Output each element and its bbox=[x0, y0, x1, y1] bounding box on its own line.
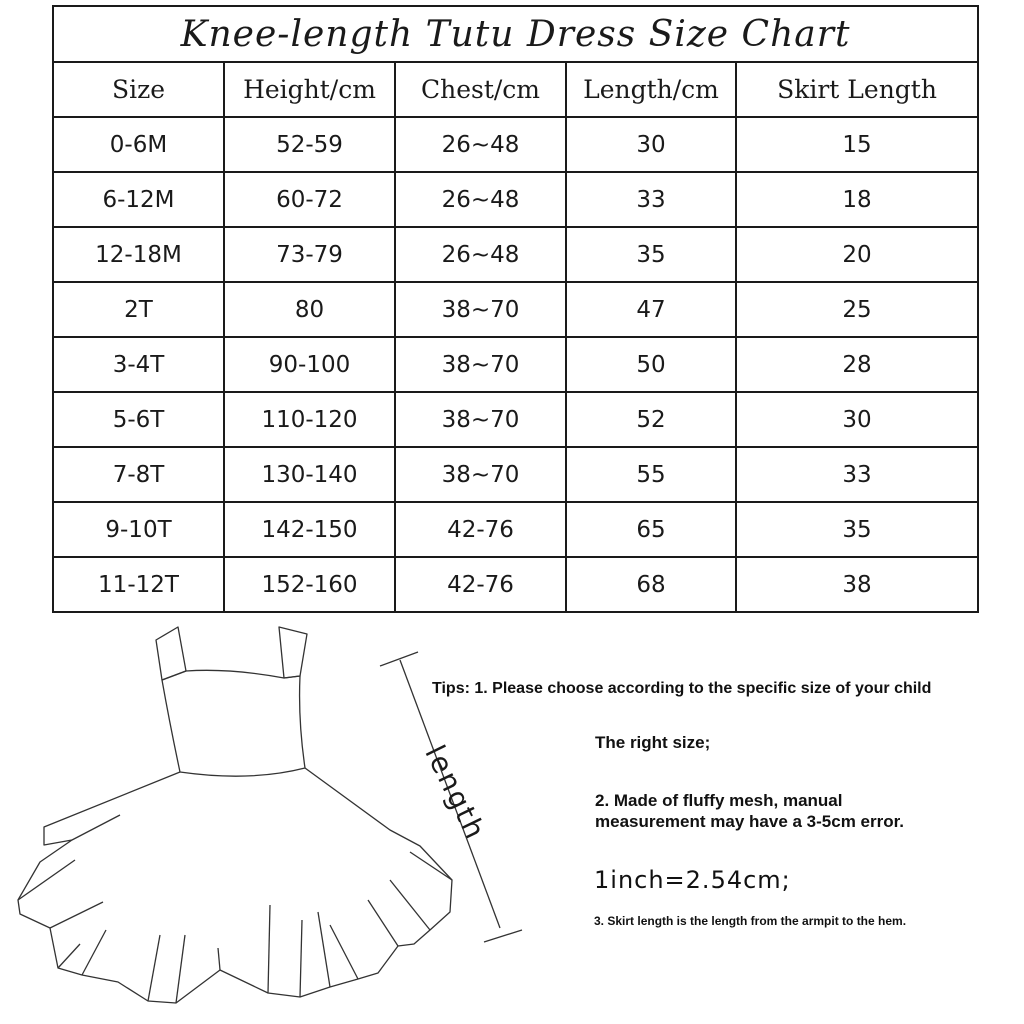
inch-conversion: 1inch=2.54cm; bbox=[594, 866, 791, 894]
table-row bbox=[53, 502, 978, 557]
table-cell: 33 bbox=[566, 172, 736, 227]
table-cell: 38~70 bbox=[395, 447, 566, 502]
tip-1: Tips: 1. Please choose according to the specific size of your child bbox=[432, 680, 932, 697]
table-cell: 7-8T bbox=[53, 447, 224, 502]
table-body bbox=[53, 117, 978, 612]
table-cell: 20 bbox=[736, 227, 978, 282]
table-cell: 0-6M bbox=[53, 117, 224, 172]
table-cell: 42-76 bbox=[395, 557, 566, 612]
column-header: Height/cm bbox=[224, 62, 395, 117]
table-cell: 90-100 bbox=[224, 337, 395, 392]
table-cell: 2T bbox=[53, 282, 224, 337]
table-cell: 5-6T bbox=[53, 392, 224, 447]
table-cell: 38~70 bbox=[395, 282, 566, 337]
table-cell: 55 bbox=[566, 447, 736, 502]
tip-2 bbox=[595, 790, 904, 832]
header-row bbox=[53, 62, 978, 117]
table-cell: 12-18M bbox=[53, 227, 224, 282]
table-cell: 25 bbox=[736, 282, 978, 337]
measure-top-tick bbox=[380, 652, 418, 666]
table-cell: 38~70 bbox=[395, 337, 566, 392]
length-label: length bbox=[418, 740, 493, 846]
table-cell: 38~70 bbox=[395, 392, 566, 447]
table-cell: 18 bbox=[736, 172, 978, 227]
table-cell: 65 bbox=[566, 502, 736, 557]
column-header: Length/cm bbox=[566, 62, 736, 117]
measure-bottom-tick bbox=[484, 930, 522, 942]
table-cell: 142-150 bbox=[224, 502, 395, 557]
table-cell: 35 bbox=[566, 227, 736, 282]
table-cell: 33 bbox=[736, 447, 978, 502]
table-row bbox=[53, 227, 978, 282]
table-cell: 130-140 bbox=[224, 447, 395, 502]
tip-1-continued: The right size; bbox=[595, 733, 711, 752]
tip-3: 3. Skirt length is the length from the armpit to the hem. bbox=[594, 914, 907, 928]
size-chart-table bbox=[52, 5, 979, 613]
bodice bbox=[162, 670, 305, 776]
table-cell: 152-160 bbox=[224, 557, 395, 612]
table-cell: 9-10T bbox=[53, 502, 224, 557]
column-header: Skirt Length bbox=[736, 62, 978, 117]
table-row bbox=[53, 557, 978, 612]
table-cell: 28 bbox=[736, 337, 978, 392]
column-header: Chest/cm bbox=[395, 62, 566, 117]
table-row bbox=[53, 337, 978, 392]
table-cell: 26~48 bbox=[395, 227, 566, 282]
table-cell: 42-76 bbox=[395, 502, 566, 557]
chart-title: Knee-length Tutu Dress Size Chart bbox=[53, 6, 978, 62]
tip-2-line-2: measurement may have a 3-5cm error. bbox=[595, 812, 905, 831]
table-cell: 30 bbox=[736, 392, 978, 447]
table-cell: 80 bbox=[224, 282, 395, 337]
table-cell: 52 bbox=[566, 392, 736, 447]
table-cell: 3-4T bbox=[53, 337, 224, 392]
table-row bbox=[53, 447, 978, 502]
table-cell: 26~48 bbox=[395, 172, 566, 227]
table-cell: 68 bbox=[566, 557, 736, 612]
table-row bbox=[53, 117, 978, 172]
table-cell: 50 bbox=[566, 337, 736, 392]
table-cell: 60-72 bbox=[224, 172, 395, 227]
right-strap bbox=[279, 627, 307, 678]
table-cell: 38 bbox=[736, 557, 978, 612]
table-row bbox=[53, 282, 978, 337]
tip-2-line-1: 2. Made of fluffy mesh, manual bbox=[595, 791, 843, 810]
table-row bbox=[53, 172, 978, 227]
table-cell: 52-59 bbox=[224, 117, 395, 172]
column-header: Size bbox=[53, 62, 224, 117]
table-cell: 26~48 bbox=[395, 117, 566, 172]
table-cell: 6-12M bbox=[53, 172, 224, 227]
table-row bbox=[53, 392, 978, 447]
table-cell: 73-79 bbox=[224, 227, 395, 282]
table-cell: 35 bbox=[736, 502, 978, 557]
table-cell: 11-12T bbox=[53, 557, 224, 612]
skirt-outline bbox=[18, 768, 452, 1003]
table-cell: 15 bbox=[736, 117, 978, 172]
table-cell: 30 bbox=[566, 117, 736, 172]
table-cell: 110-120 bbox=[224, 392, 395, 447]
table-cell: 47 bbox=[566, 282, 736, 337]
